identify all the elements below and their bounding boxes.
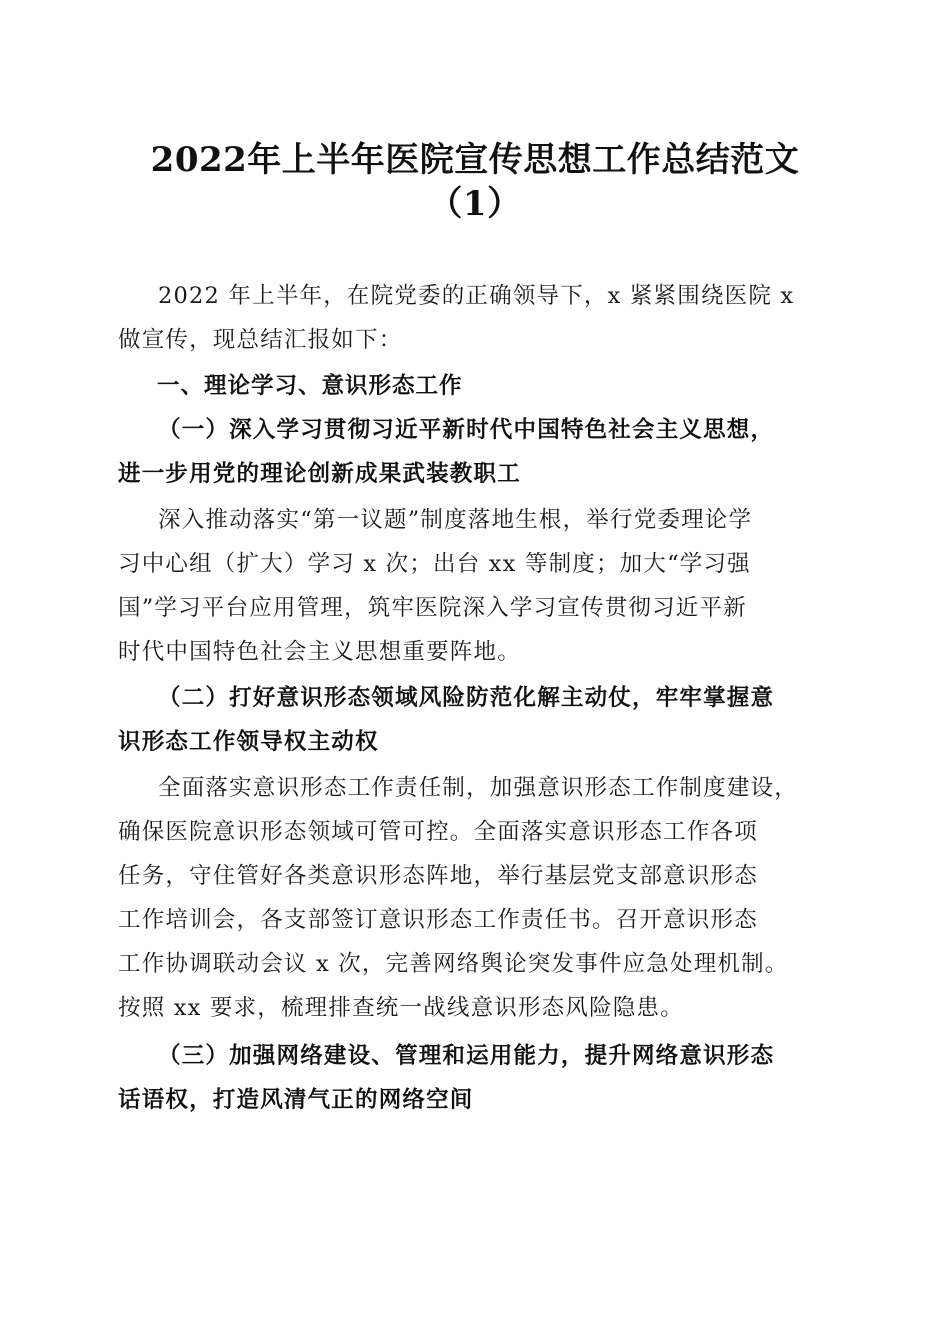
paragraph-1-line-3: 国”学习平台应用管理，筑牢医院深入学习宣传贯彻习近平新	[118, 595, 747, 621]
paragraph-1	[118, 498, 830, 674]
subsection-2-line-2: 识形态工作领导权主动权	[118, 729, 379, 755]
paragraph-2-line-5: 工作协调联动会议 x 次，完善网络舆论突发事件应急处理机制。	[118, 951, 789, 977]
intro-line-1: 2022 年上半年，在院党委的正确领导下，x 紧紧围绕医院 x	[158, 283, 795, 309]
subsection-1-line-2: 进一步用党的理论创新成果武装教职工	[118, 461, 521, 487]
paragraph-2-line-6: 按照 xx 要求，梳理排查统一战线意识形态风险隐患。	[118, 995, 684, 1021]
paragraph-1-line-1: 深入推动落实“第一议题”制度落地生根，举行党委理论学	[158, 507, 753, 533]
paragraph-2-line-4: 工作培训会，各支部签订意识形态工作责任书。召开意识形态	[118, 907, 758, 933]
paragraph-2-line-1: 全面落实意识形态工作责任制，加强意识形态工作制度建设，	[158, 775, 798, 801]
section-1-heading: 一、理论学习、意识形态工作	[157, 373, 463, 399]
intro-line-2: 做宣传，现总结汇报如下：	[118, 327, 403, 353]
subsection-3-line-2: 话语权，打造风清气正的网络空间	[118, 1087, 474, 1113]
subsection-1-heading	[118, 408, 830, 496]
subsection-1-line-1: （一）深入学习贯彻习近平新时代中国特色社会主义思想，	[158, 417, 775, 443]
paragraph-1-line-4: 时代中国特色社会主义思想重要阵地。	[118, 639, 521, 665]
subsection-3-heading	[118, 1034, 830, 1122]
paragraph-2-line-3: 任务，守住管好各类意识形态阵地，举行基层党支部意识形态	[118, 863, 758, 889]
document-title-number: （1）	[428, 184, 522, 224]
paragraph-1-line-2: 习中心组（扩大）学习 x 次；出台 xx 等制度；加大“学习强	[118, 551, 751, 577]
intro-paragraph	[118, 274, 830, 362]
paragraph-2-line-2: 确保医院意识形态领域可管可控。全面落实意识形态工作各项	[118, 819, 758, 845]
paragraph-2	[118, 766, 830, 1030]
subsection-3-line-1: （三）加强网络建设、管理和运用能力，提升网络意识形态	[158, 1043, 775, 1069]
document-title: 2022年上半年医院宣传思想工作总结范文	[150, 140, 800, 180]
subsection-2-line-1: （二）打好意识形态领域风险防范化解主动仗，牢牢掌握意	[158, 685, 775, 711]
subsection-2-heading	[118, 676, 830, 764]
